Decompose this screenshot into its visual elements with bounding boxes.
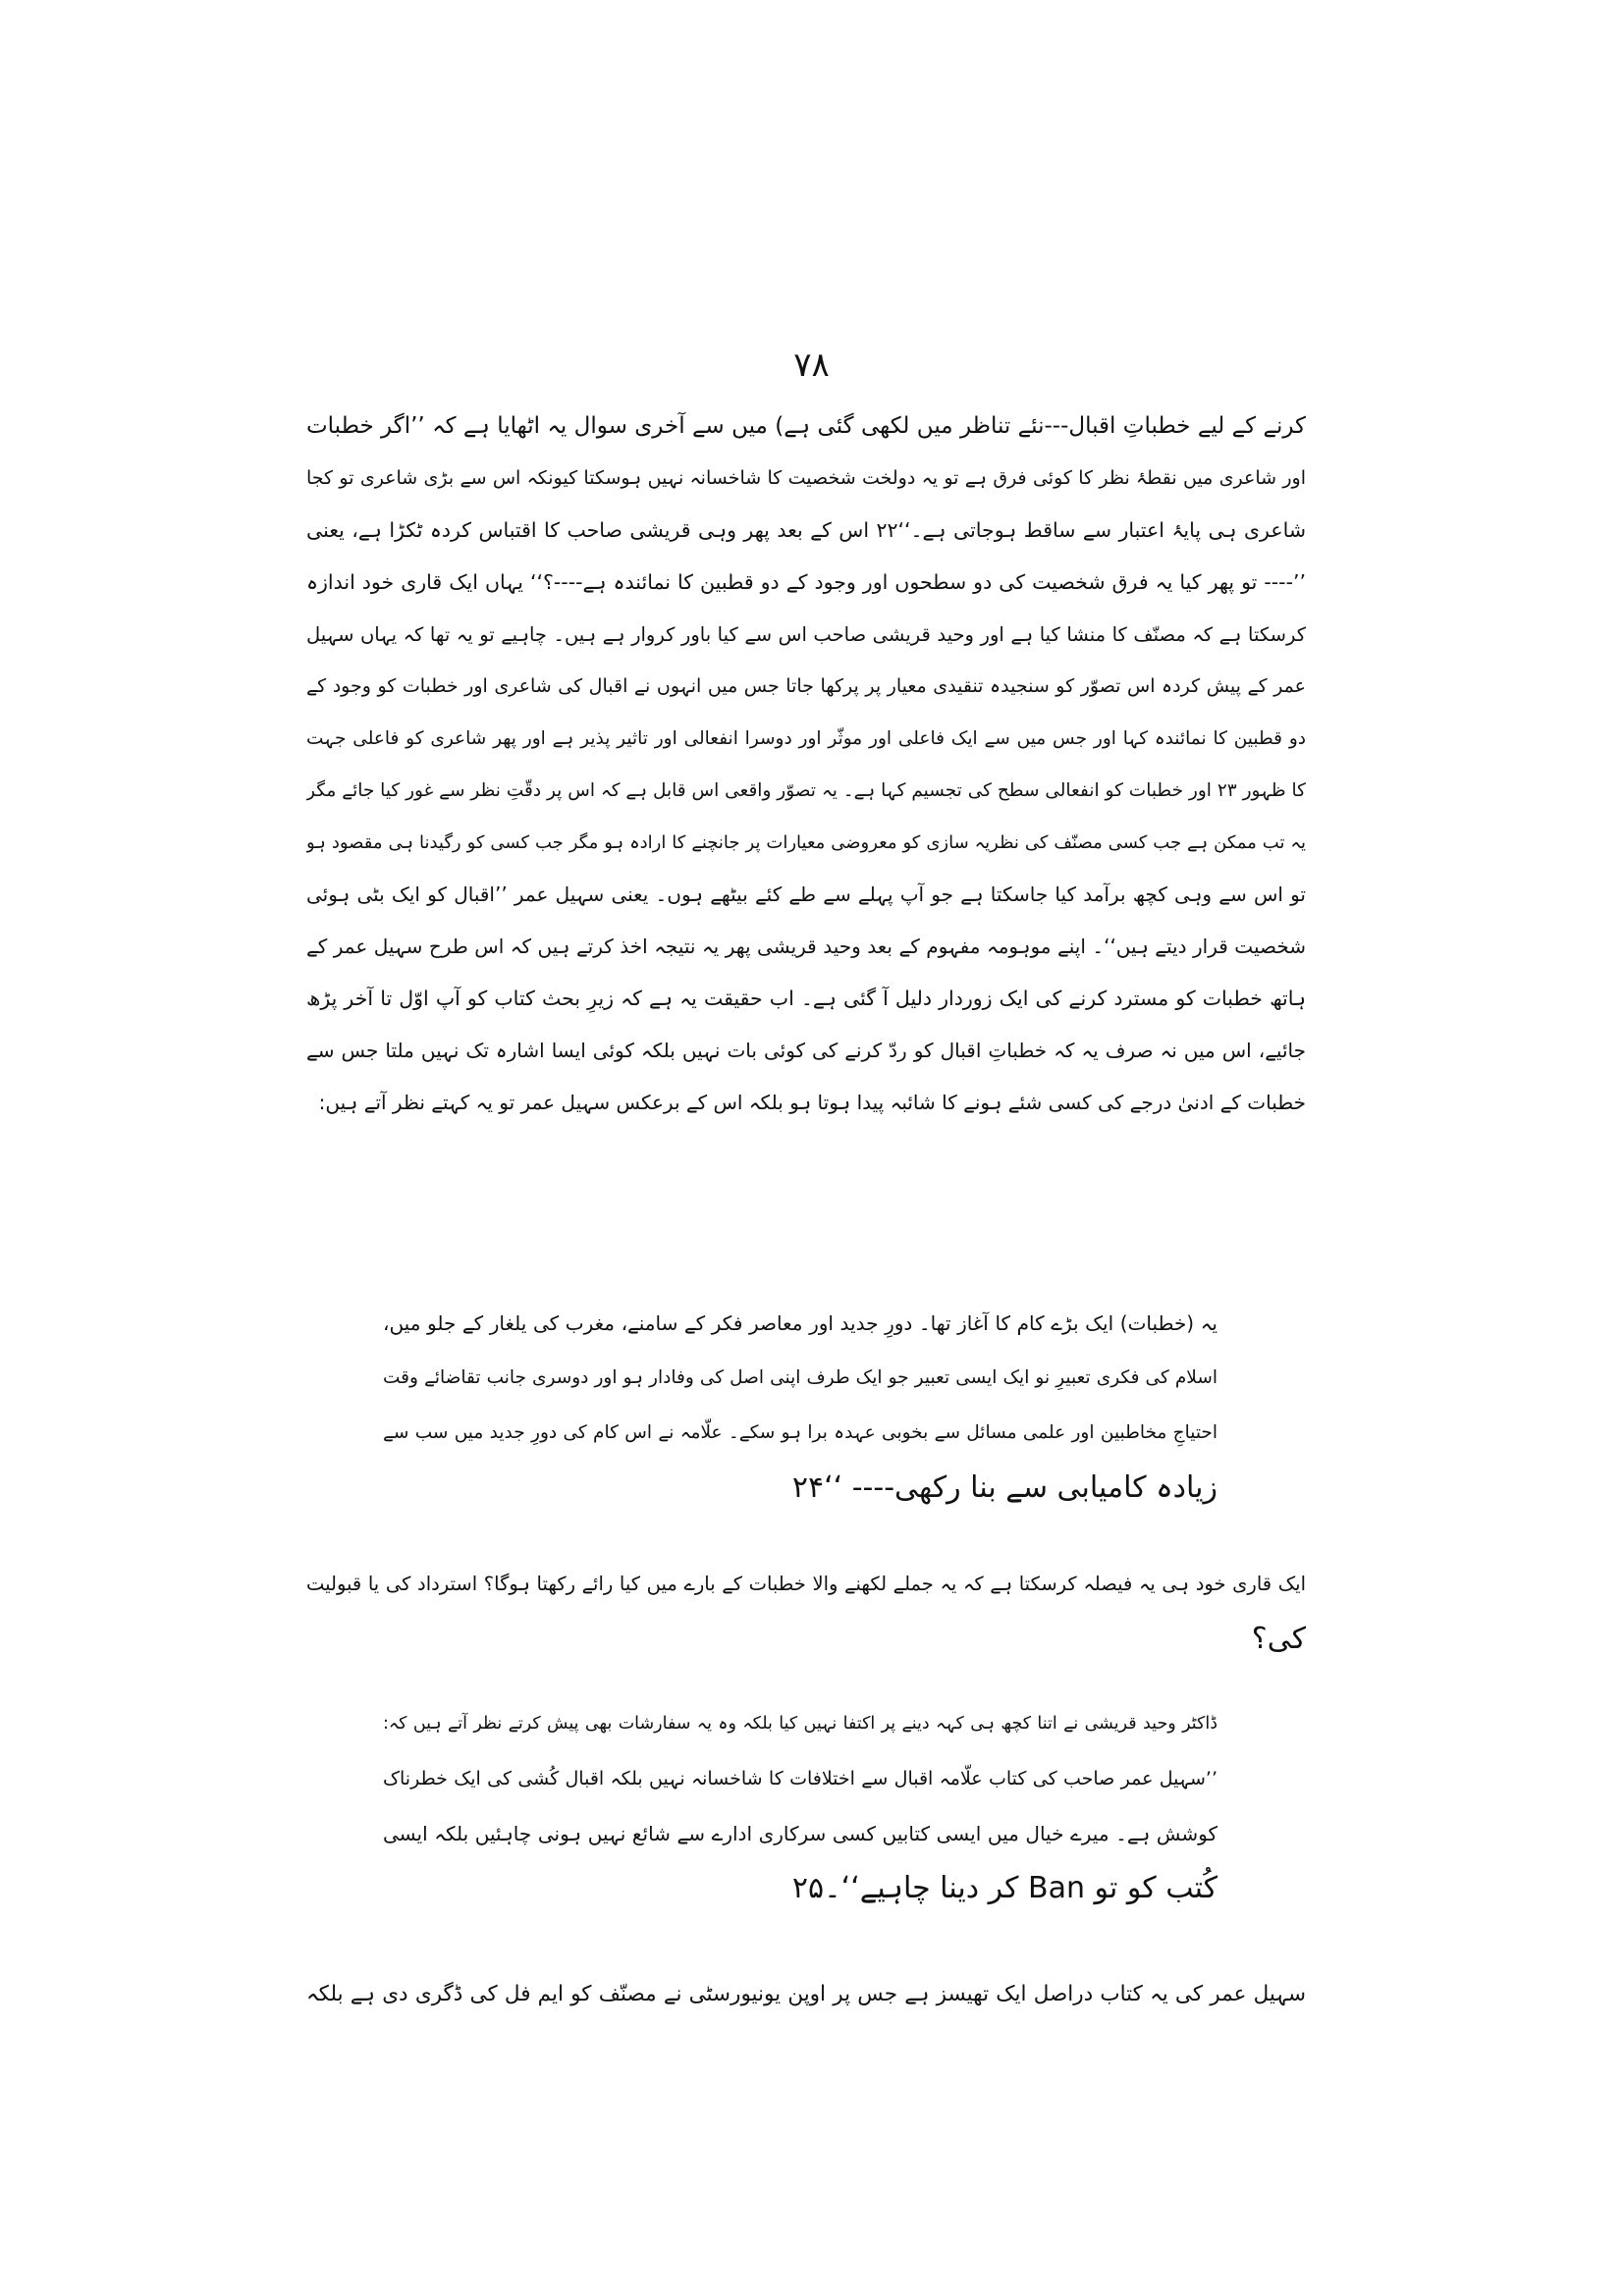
text-line: یہ تب ممکن ہے جب کسی مصنّف کی نظریہ سازی کو معروضی معیارات پر جانچنے کا ارادہ ہو مگر جب کسی کو رگیدنا ہی مقصود ہو xyxy=(306,832,1306,853)
text-line: ہاتھ خطبات کو مسترد کرنے کی ایک زوردار دلیل آ گئی ہے۔ اب حقیقت یہ ہے کہ زیرِ بحث کتاب کو آپ اوّل تا آخر پڑھ xyxy=(306,987,1306,1010)
quote-line: کُتب کو تو Ban کر دینا چاہیے‘‘۔۲۵ xyxy=(791,1871,1217,1905)
quote-line: زیادہ کامیابی سے بنا رکھی---- ‘‘۲۴ xyxy=(791,1470,1217,1505)
text-line: شاعری ہی پایۂ اعتبار سے ساقط ہوجاتی ہے۔‘‘۲۲ اس کے بعد پھر وہی قریشی صاحب کا اقتباس کردہ ٹکڑا ہے، یعنی xyxy=(306,518,1306,542)
quote-line: احتیاجِ مخاطبین اور علمی مسائل سے بخوبی عہدہ برا ہو سکے۔ علّامہ نے اس کام کی دورِ جدید میں سب سے xyxy=(383,1422,1217,1443)
text-line: اور شاعری میں نقطۂ نظر کا کوئی فرق ہے تو یہ دولخت شخصیت کا شاخسانہ نہیں ہوسکتا کیونکہ اس سے بڑی شاعری تو کجا xyxy=(306,467,1306,489)
text-line: شخصیت قرار دیتے ہیں‘‘۔ اپنے موہومہ مفہوم کے بعد وحید قریشی پھر یہ نتیجہ اخذ کرتے ہیں کہ اس طرح سہیل عمر کے xyxy=(306,934,1306,958)
text-line: عمر کے پیش کردہ اس تصوّر کو سنجیدہ تنقیدی معیار پر پرکھا جاتا جس میں انہوں نے اقبال کی شاعری اور خطبات کو وجود کے xyxy=(306,675,1306,697)
paragraph-2 xyxy=(306,1557,1306,1667)
text-line: کا ظہور ۲۳ اور خطبات کو انفعالی سطح کی تجسیم کہا ہے۔ یہ تصوّر واقعی اس قابل ہے کہ اس پر دقّتِ نظر سے غور کیا جائے مگر xyxy=(306,780,1306,801)
text-line: سہیل عمر کی یہ کتاب دراصل ایک تھیسز ہے جس پر اوپن یونیورسٹی نے مصنّف کو ایم فل کی ڈگری دی ہے بلکہ xyxy=(306,1982,1306,2006)
text-line: ’’---- تو پھر کیا یہ فرق شخصیت کی دو سطحوں اور وجود کے دو قطبین کا نمائندہ ہے----؟‘‘ یہاں ایک قاری خود اندازہ xyxy=(306,570,1306,594)
quote-line: ڈاکٹر وحید قریشی نے اتنا کچھ ہی کہہ دینے پر اکتفا نہیں کیا بلکہ وہ یہ سفارشات بھی پیش کرتے نظر آتے ہیں کہ: xyxy=(383,1714,1217,1734)
block-quote-1 xyxy=(383,1296,1217,1516)
text-line: ایک قاری خود ہی یہ فیصلہ کرسکتا ہے کہ یہ جملے لکھنے والا خطبات کے بارے میں کیا رائے رکھتا ہوگا؟ استرداد کی یا قبولیت xyxy=(306,1573,1306,1595)
text-line: تو اس سے وہی کچھ برآمد کیا جاسکتا ہے جو آپ پہلے سے طے کئے بیٹھے ہوں۔ یعنی سہیل عمر ’’اقبال کو ایک بٹی ہوئی xyxy=(306,882,1306,906)
text-line: کرنے کے لیے خطباتِ اقبال---نئے تناظر میں لکھی گئی ہے) میں سے آخری سوال یہ اٹھایا ہے کہ ’’اگر خطبات xyxy=(306,413,1306,439)
quote-line: اسلام کی فکری تعبیرِ نو ایک ایسی تعبیر جو ایک طرف اپنی اصل کی وفادار ہو اور دوسری جانب تقاضائے وقت xyxy=(383,1367,1217,1388)
text-line: کی؟ xyxy=(1251,1622,1306,1656)
text-line: دو قطبین کا نمائندہ کہا اور جس میں سے ایک فاعلی اور موثّر اور دوسرا انفعالی اور تاثیر پذیر ہے اور پھر شاعری کو فاعلی جہت xyxy=(306,728,1306,749)
block-quote-2 xyxy=(383,1696,1217,1916)
text-line: خطبات کے ادنیٰ درجے کی کسی شئے ہونے کا شائبہ پیدا ہوتا ہو بلکہ اس کے برعکس سہیل عمر تو یہ کہتے نظر آتے ہیں: xyxy=(318,1091,1306,1114)
main-paragraph xyxy=(306,400,1306,1129)
quote-line: کوشش ہے۔ میرے خیال میں ایسی کتابیں کسی سرکاری ادارے سے شائع نہیں ہونی چاہئیں بلکہ ایسی xyxy=(383,1822,1217,1845)
text-line: کرسکتا ہے کہ مصنّف کا منشا کیا ہے اور وحید قریشی صاحب اس سے کیا باور کروار ہے ہیں۔ چاہیے تو یہ تھا کہ یہاں سہیل xyxy=(306,623,1306,646)
text-line: جائیے، اس میں نہ صرف یہ کہ خطباتِ اقبال کو ردّ کرنے کی کوئی بات نہیں بلکہ کوئی ایسا اشارہ تک نہیں ملتا جس سے xyxy=(306,1039,1306,1062)
quote-line: ’’سہیل عمر صاحب کی کتاب علّامہ اقبال سے اختلافات کا شاخسانہ نہیں بلکہ اقبال کُشی کی ایک خطرناک xyxy=(383,1768,1217,1789)
paragraph-3 xyxy=(306,1968,1306,2020)
quote-line: یہ (خطبات) ایک بڑے کام کا آغاز تھا۔ دورِ جدید اور معاصر فکر کے سامنے، مغرب کی یلغار کے جلو میں، xyxy=(383,1311,1217,1335)
page-number: ۷۸ xyxy=(793,346,830,385)
